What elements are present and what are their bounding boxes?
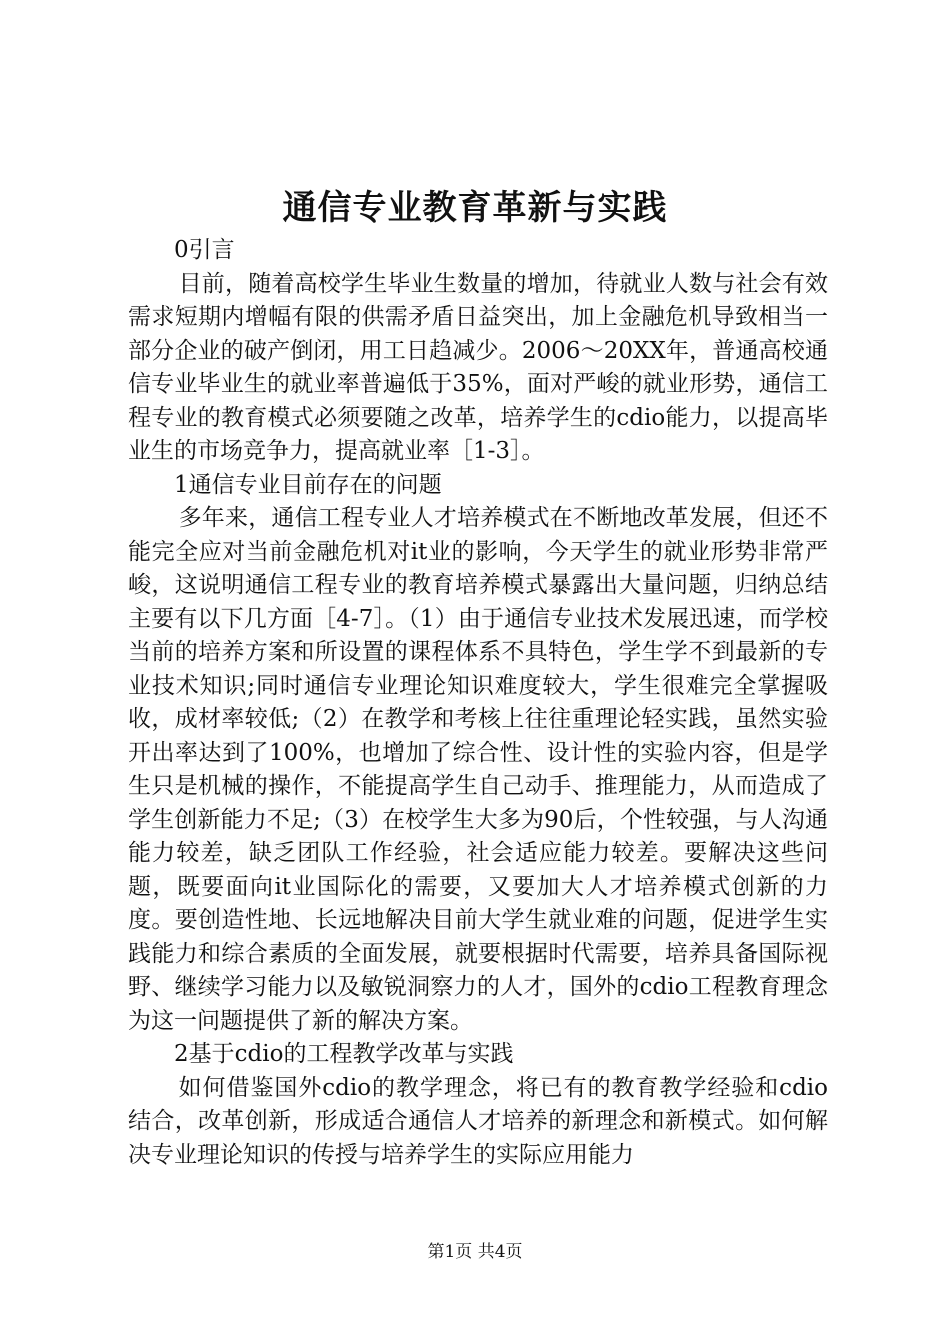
section-paragraph-cdio-reform: 如何借鉴国外cdio的教学理念，将已有的教育教学经验和cdio结合，改革创新，形成适合通信人才培养的新理念和新模式。如何解决专业理论知识的传授与培养学生的实际应用能力 <box>128 1074 828 1168</box>
document-title: 通信专业教育革新与实践 <box>282 188 668 228</box>
document-body <box>128 234 828 1172</box>
section-paragraph-intro: 目前，随着高校学生毕业生数量的增加，待就业人数与社会有效需求短期内增幅有限的供需矛盾日益突出，加上金融危机导致相当一部分企业的破产倒闭，用工日趋减少。2006～20XX年，普通高校通信专业毕业生的就业率普遍低于35%，面对严峻的就业形势，通信工程专业的教育模式必须要随之改革，培养学生的cdio能力，以提高毕业生的市场竞争力，提高就业率［1-3］。 <box>128 270 828 464</box>
section-heading-problems: 1通信专业目前存在的问题 <box>174 471 442 498</box>
section-paragraph-problems: 多年来，通信工程专业人才培养模式在不断地改革发展，但还不能完全应对当前金融危机对it业的影响，今天学生的就业形势非常严峻，这说明通信工程专业的教育培养模式暴露出大量问题，归纳总结主要有以下几方面［4-7］。（1）由于通信专业技术发展迅速，而学校当前的培养方案和所设置的课程体系不具特色，学生学不到最新的专业技术知识;同时通信专业理论知识难度较大，学生很难完全掌握吸收，成材率较低;（2）在教学和考核上往往重理论轻实践，虽然实验开出率达到了100%，也增加了综合性、设计性的实验内容，但是学生只是机械的操作，不能提高学生自己动手、推理能力，从而造成了学生创新能力不足;（3）在校学生大多为90后，个性较强，与人沟通能力较差，缺乏团队工作经验，社会适应能力较差。要解决这些问题，既要面向it业国际化的需要，又要加大人才培养模式创新的力度。要创造性地、长远地解决目前大学生就业难的问题，促进学生实践能力和综合素质的全面发展，就要根据时代需要，培养具备国际视野、继续学习能力以及敏锐洞察力的人才，国外的cdio工程教育理念为这一问题提供了新的解决方案。 <box>128 505 828 1034</box>
page-footer: 第1页 共4页 <box>427 1242 523 1262</box>
section-heading-intro: 0引言 <box>174 237 235 263</box>
section-heading-cdio-reform: 2基于cdio的工程教学改革与实践 <box>174 1041 514 1067</box>
